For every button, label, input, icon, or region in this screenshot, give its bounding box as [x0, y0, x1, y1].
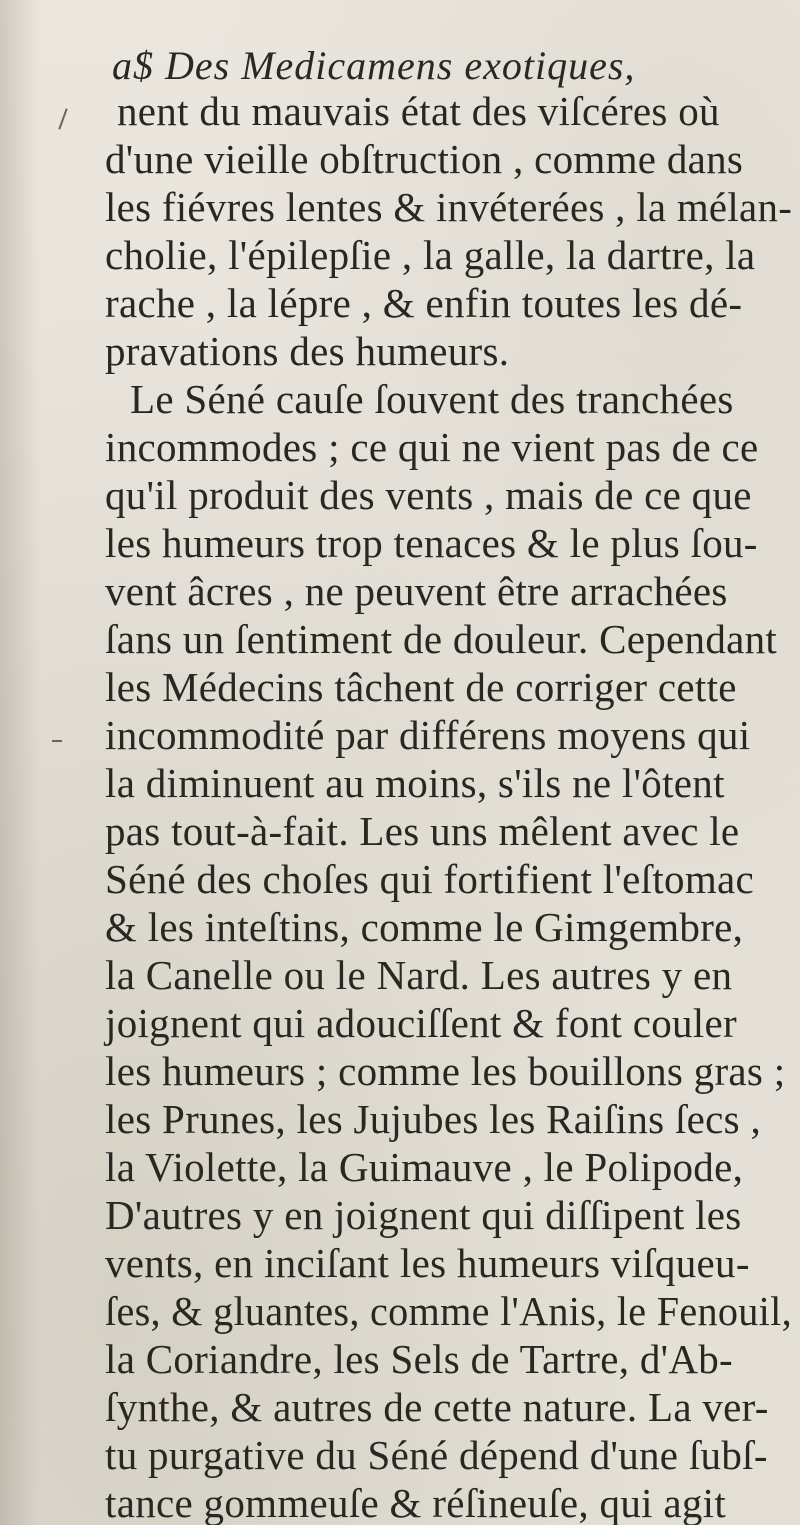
text-line: pravations des humeurs.	[105, 328, 510, 374]
text-line: & les inteſtins, comme le Gimgembre,	[105, 904, 744, 950]
text-line: la Canelle ou le Nard. Les autres y en	[105, 952, 733, 998]
margin-ink-mark	[52, 740, 62, 742]
text-line: tu purgative du Séné dépend d'une ſubſ-	[105, 1432, 768, 1478]
text-line: incommodité par différens moyens qui	[105, 712, 751, 758]
running-head: a$ Des Medicamens exotiques,	[112, 43, 636, 88]
text-line: D'autres y en joignent qui diſſipent les	[105, 1192, 742, 1238]
text-line: la diminuent au moins, s'ils ne l'ôtent	[105, 760, 725, 806]
text-line: pas tout-à-fait. Les uns mêlent avec le	[105, 808, 740, 854]
text-line: les Prunes, les Jujubes les Raiſins ſecs ,	[105, 1096, 762, 1142]
margin-ink-mark	[58, 108, 67, 129]
text-line: les humeurs trop tenaces & le plus ſou-	[105, 520, 758, 566]
text-line: la Coriandre, les Sels de Tartre, d'Ab-	[105, 1336, 734, 1382]
text-line: qu'il produit des vents , mais de ce que	[105, 472, 752, 518]
text-line: les Médecins tâchent de corriger cette	[105, 664, 737, 710]
text-line: incommodes ; ce qui ne vient pas de ce	[105, 424, 759, 470]
page-edge-shadow	[0, 0, 40, 1525]
text-line: vent âcres , ne peuvent être arrachées	[105, 568, 728, 614]
text-line: vents, en inciſant les humeurs viſqueu-	[105, 1240, 750, 1286]
text-line: ſynthe, & autres de cette nature. La ver-	[105, 1384, 769, 1430]
text-line: Séné des choſes qui fortifient l'eſtomac	[105, 856, 755, 902]
text-line: tance gommeuſe & réſineuſe, qui agit	[105, 1480, 727, 1525]
text-line: Le Séné cauſe ſouvent des tranchées	[130, 376, 734, 422]
text-line: joignent qui adouciſſent & font couler	[105, 1000, 737, 1046]
text-line: nent du mauvais état des viſcéres où	[117, 88, 720, 134]
text-line: rache , la lépre , & enfin toutes les dé-	[105, 280, 743, 326]
text-line: cholie, l'épilepſie , la galle, la dartre, la	[105, 232, 756, 278]
text-line: ſes, & gluantes, comme l'Anis, le Fenouil,	[105, 1288, 792, 1334]
text-line: d'une vieille obſtruction , comme dans	[105, 136, 744, 182]
text-line: la Violette, la Guimauve , le Polipode,	[105, 1144, 744, 1190]
text-line: les humeurs ; comme les bouillons gras ;	[105, 1048, 786, 1094]
text-line: les fiévres lentes & invéterées , la mélan-	[105, 184, 793, 230]
text-line: ſans un ſentiment de douleur. Cependant	[105, 616, 778, 662]
